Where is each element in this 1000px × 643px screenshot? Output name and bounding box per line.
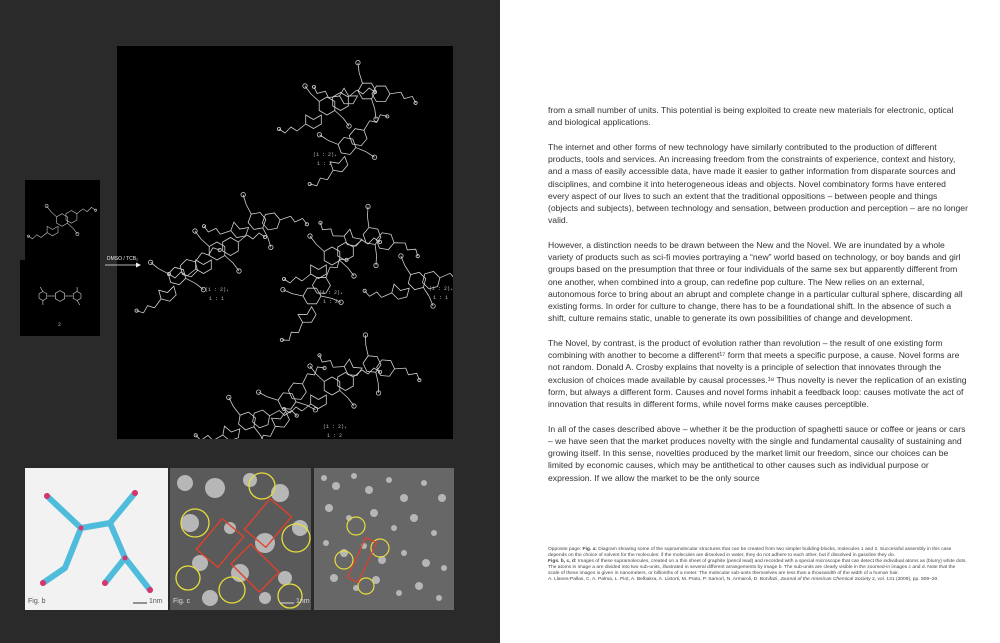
caption-citation: A. Llanes-Pallas, C. A. Palma, L. Piot, A. Belbakra, A. Listorti, M. Prato, P. Samorì, N. Armaroli, D. Bonifazi, (548, 576, 781, 582)
paragraph-5: In all of the cases described above – whether it be the production of spaghetti sauce or coffee or jeans or cars – we have seen that the market produces novelty with the single and fundamental causality of sustaining and growing itself. In this sense, novelties produced by the market limit our freedom, since our choices can be limited by economic causes, which may be antithetical to other causes such as individual purpose or expression. If we allow the market to be the only source (548, 423, 966, 483)
figure-c-label: Fig. c (173, 598, 191, 605)
structure-label-4: 1 : 1 (209, 296, 225, 302)
structure-label-2: 1 : 2 (317, 161, 333, 167)
caption-fig-a-text: Diagram showing some of the supramolecular structures that can be created from two simpler building-blocks, molecules 1 and 2. Successful assembly in this case depends on the choice of solvent for the molecules: if the molecules are dissolved in water, they do not adhere to each other, but if dissolved in gasoline they do. (548, 547, 952, 558)
paragraph-1: from a small number of units. This potential is being exploited to create new materials for electronic, optical and biological applications. (548, 105, 954, 128)
figure-b-scale: 1nm (149, 598, 163, 605)
figure-c-scale: 1nm (296, 598, 310, 605)
molecule-2-label: 2 (58, 322, 62, 328)
structure-label-1: (1 : 2)₄ (313, 152, 338, 158)
figure-caption (548, 547, 968, 582)
microscope-image-c (170, 468, 311, 610)
microscope-image-d (314, 468, 454, 610)
figure-c-panel (170, 468, 311, 610)
caption-journal: Journal of the American Chemical Society (780, 576, 871, 582)
supramolecular-structures-illustration (117, 46, 453, 439)
paragraph-3: However, a distinction needs to be drawn between the New and the Novel. We are inundated by a whole variety of products such as sci-fi movies portraying a “new” world based on technology, or boy bands and girl groups based on the presumption that three or four individuals of the same sex but apparently different from one another, when combined into a group, can redefine pop culture. The New relies on an external, autonomous force to bring about an abrupt and complete change in a particular cultural sphere, discarding all existing forms. In order for culture to change, there has to be a foundational shift. In the absence of such a shift, culture remains static, unable to generate its own possibilities of change and development. (548, 239, 963, 324)
figure-a-main-panel (117, 46, 453, 439)
structure-label-5: (1 : 2)₄ (319, 290, 344, 296)
figure-d-panel (314, 468, 454, 610)
structure-label-10: 1 : 2 (327, 433, 343, 439)
molecule-1-panel (25, 180, 100, 260)
caption-citation-end: 2, vol. 131 (2009), pp. 509–20. (870, 576, 939, 582)
structure-label-6: 1 : 2 (323, 299, 339, 305)
figure-b-label: Fig. b (28, 598, 46, 605)
caption-fig-bcd-label: Figs. b, c, d: (548, 558, 577, 564)
structure-label-7: (1 : 2)₄ (429, 286, 453, 292)
paragraph-4: The Novel, by contrast, is the product of evolution rather than revolution – the result of one existing form combining with another to become a different¹⁷ form that meets a specific purpose, a cause. Novel forms are not random. Donald A. Crosby explains that novelty is a principle of selection that innovates through the exclusion of choices made available by causal processes.¹⁸ Thus novelty is never the replication of an existing form, but always a different form. Causes and novel forms inhabit a feedback loop: causes motivate the act of innovation that results in different forms, while novel forms make causes perceptible. (548, 337, 967, 409)
structure-label-8: 1 : 1 (433, 295, 449, 301)
reaction-label: DMSO / TCB₂ (107, 256, 139, 262)
molecule-2-panel (20, 260, 100, 336)
figure-b-panel (25, 468, 168, 610)
structure-label-3: (1 : 2)₄ (205, 287, 230, 293)
caption-fig-bcd-text: Images of these supramolecules, created on a thin sheet of graphite (pencil lead) and recorded with a special microscope that can detect the individual atoms as (blurry) white dots. The atoms in image a are divided into two sub-units, illustrated in several different arrangements by image b. The sub-units are clearly visible in the zoomed-in images c and d. Note that the scale of these images is given in nanometers, or billionths of a meter. The molecular sub-units themselves are less than a thousandth of the width of a human hair. (548, 558, 967, 576)
caption-lead: Opposite page: (548, 547, 583, 552)
supramolecule-model-image (25, 468, 168, 610)
body-text (548, 104, 968, 496)
caption-fig-a-label: Fig. a: (582, 547, 597, 552)
paragraph-2: The internet and other forms of new technology have similarly contributed to the production of different products, tools and services. An increasing freedom from the constraints of experience, context and history, and a mass of easily accessible data, have made it easier to gather information from disparate sources and disciplines, and combine it into heterogeneous ideas and objects. Novel combinatory forms have entered every aspect of our lives to such an extent that the traditional oppositions – between people and things (objects and subjects), between technology and sensation, between production and perception – are no longer valid. (548, 141, 968, 226)
structure-label-9: (1 : 2)₄ (323, 424, 348, 430)
molecule-1-illustration (25, 180, 100, 260)
